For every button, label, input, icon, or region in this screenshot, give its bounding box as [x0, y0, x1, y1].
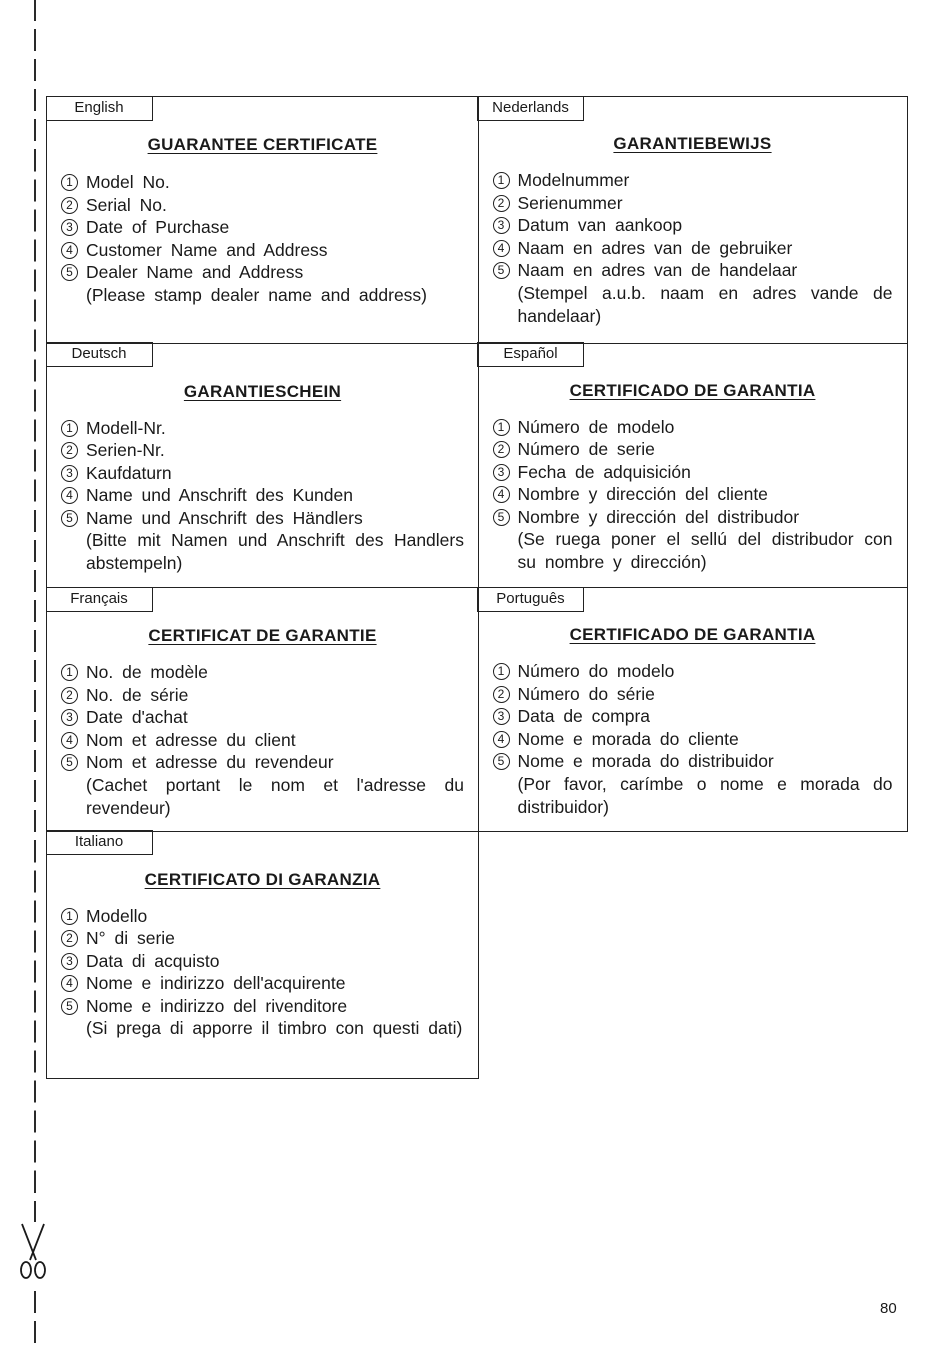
circled-number: 2: [61, 930, 78, 947]
section-title: CERTIFICATO DI GARANZIA: [144, 869, 381, 889]
circled-number: 3: [493, 217, 510, 234]
circled-number: 2: [61, 442, 78, 459]
list-item: 4 Nome e morada do cliente: [493, 728, 893, 751]
section-note: (Por favor, carímbe o nome e morada do distribuidor): [517, 773, 893, 817]
list-item: 4 Nome e indirizzo dell'acquirente: [61, 972, 464, 995]
circled-number: 4: [493, 731, 510, 748]
list-item: 3 Fecha de adquisición: [493, 461, 893, 484]
circled-number: 4: [61, 975, 78, 992]
field-list: [493, 416, 893, 574]
field-list: [61, 171, 464, 307]
section-title: CERTIFICAT DE GARANTIE: [148, 626, 377, 645]
list-item: 3 Data de compra: [493, 705, 893, 728]
circled-number: 4: [61, 732, 78, 749]
list-item: 1 Modelnummer: [493, 169, 893, 192]
circled-number: 5: [61, 998, 78, 1015]
language-tab: Nederlands: [477, 96, 584, 121]
section-portugues: [478, 587, 908, 832]
list-item: 5 Naam en adres van de handelaar: [493, 259, 893, 282]
circled-number: 5: [493, 509, 510, 526]
section-note: (Cachet portant le nom et l'adresse du revendeur): [86, 774, 464, 818]
field-list: [493, 660, 893, 818]
list-item: 1 No. de modèle: [61, 661, 464, 684]
section-deutsch: [46, 343, 479, 589]
circled-number: 1: [61, 420, 78, 437]
list-item: 4 Name und Anschrift des Kunden: [61, 484, 464, 507]
list-item: 5 Name und Anschrift des Händlers: [61, 507, 464, 530]
list-item: 5 Nombre y dirección del distribudor: [493, 506, 893, 529]
list-item: 3 Date d'achat: [61, 706, 464, 729]
list-item: 4 Naam en adres van de gebruiker: [493, 237, 893, 260]
circled-number: 2: [493, 441, 510, 458]
circled-number: 5: [61, 510, 78, 527]
circled-number: 3: [61, 465, 78, 482]
section-espanol: [478, 343, 908, 589]
circled-number: 2: [61, 687, 78, 704]
circled-number: 5: [61, 264, 78, 281]
section-note: (Se ruega poner el sellú del distribudor con su nombre y dirección): [517, 529, 893, 573]
circled-number: 3: [61, 953, 78, 970]
section-nederlands: [478, 96, 908, 344]
field-list: [61, 661, 464, 819]
circled-number: 3: [493, 708, 510, 725]
page-number: 80: [880, 1300, 897, 1317]
section-title: GARANTIEBEWIJS: [613, 134, 772, 153]
list-item: 5 Nom et adresse du revendeur: [61, 751, 464, 774]
cut-line: [34, 0, 36, 1348]
language-tab: Français: [46, 587, 153, 612]
list-item: 3 Data di acquisto: [61, 950, 464, 973]
field-list: [61, 417, 464, 575]
list-item: 2 Serial No.: [61, 194, 464, 217]
list-item: 4 Nom et adresse du client: [61, 729, 464, 752]
circled-number: 2: [493, 195, 510, 212]
circled-number: 1: [493, 419, 510, 436]
list-item: 3 Datum van aankoop: [493, 214, 893, 237]
list-item: 1 Número de modelo: [493, 416, 893, 439]
list-item: 3 Date of Purchase: [61, 216, 464, 239]
circled-number: 2: [493, 686, 510, 703]
circled-number: 1: [61, 664, 78, 681]
list-item: 2 Serien-Nr.: [61, 439, 464, 462]
list-item: 1 Modell-Nr.: [61, 417, 464, 440]
list-item: 4 Customer Name and Address: [61, 239, 464, 262]
language-tab: English: [46, 96, 153, 121]
section-english: [46, 96, 479, 344]
section-title: CERTIFICADO DE GARANTIA: [569, 625, 816, 644]
list-item: 1 Número do modelo: [493, 660, 893, 683]
list-item: 5 Nome e morada do distribuidor: [493, 750, 893, 773]
circled-number: 4: [61, 242, 78, 259]
list-item: 1 Modello: [61, 905, 464, 928]
circled-number: 4: [493, 486, 510, 503]
section-note: (Stempel a.u.b. naam en adres vande de handelaar): [517, 282, 893, 326]
list-item: 3 Kaufdaturn: [61, 462, 464, 485]
field-list: [493, 169, 893, 327]
language-tab: Português: [477, 587, 584, 612]
circled-number: 5: [493, 262, 510, 279]
list-item: 4 Nombre y dirección del cliente: [493, 483, 893, 506]
section-title: GARANTIESCHEIN: [183, 381, 342, 401]
list-item: 5 Dealer Name and Address: [61, 261, 464, 284]
list-item: 2 Número de serie: [493, 438, 893, 461]
circled-number: 3: [61, 709, 78, 726]
language-tab: Deutsch: [46, 342, 153, 367]
circled-number: 5: [493, 753, 510, 770]
field-list: [61, 905, 464, 1041]
circled-number: 4: [493, 240, 510, 257]
circled-number: 4: [61, 487, 78, 504]
section-note: (Please stamp dealer name and address): [86, 284, 428, 305]
section-title: GUARANTEE CERTIFICATE: [147, 135, 378, 154]
circled-number: 3: [493, 464, 510, 481]
section-title: CERTIFICADO DE GARANTIA: [569, 380, 816, 400]
circled-number: 1: [61, 908, 78, 925]
list-item: 5 Nome e indirizzo del rivenditore: [61, 995, 464, 1018]
section-note: (Si prega di apporre il timbro con questi dati): [86, 1018, 463, 1039]
scissors-icon: [16, 1222, 50, 1284]
list-item: 2 Número do série: [493, 683, 893, 706]
list-item: 2 No. de série: [61, 684, 464, 707]
circled-number: 5: [61, 754, 78, 771]
language-tab: Español: [477, 342, 584, 367]
list-item: 2 N° di serie: [61, 927, 464, 950]
circled-number: 1: [493, 172, 510, 189]
section-note: (Bitte mit Namen und Anschrift des Handlers abstempeln): [86, 530, 464, 574]
circled-number: 3: [61, 219, 78, 236]
language-tab: Italiano: [46, 830, 153, 855]
section-italiano: [46, 831, 479, 1079]
circled-number: 1: [61, 174, 78, 191]
list-item: 2 Serienummer: [493, 192, 893, 215]
circled-number: 2: [61, 197, 78, 214]
circled-number: 1: [493, 663, 510, 680]
list-item: 1 Model No.: [61, 171, 464, 194]
section-francais: [46, 587, 479, 832]
